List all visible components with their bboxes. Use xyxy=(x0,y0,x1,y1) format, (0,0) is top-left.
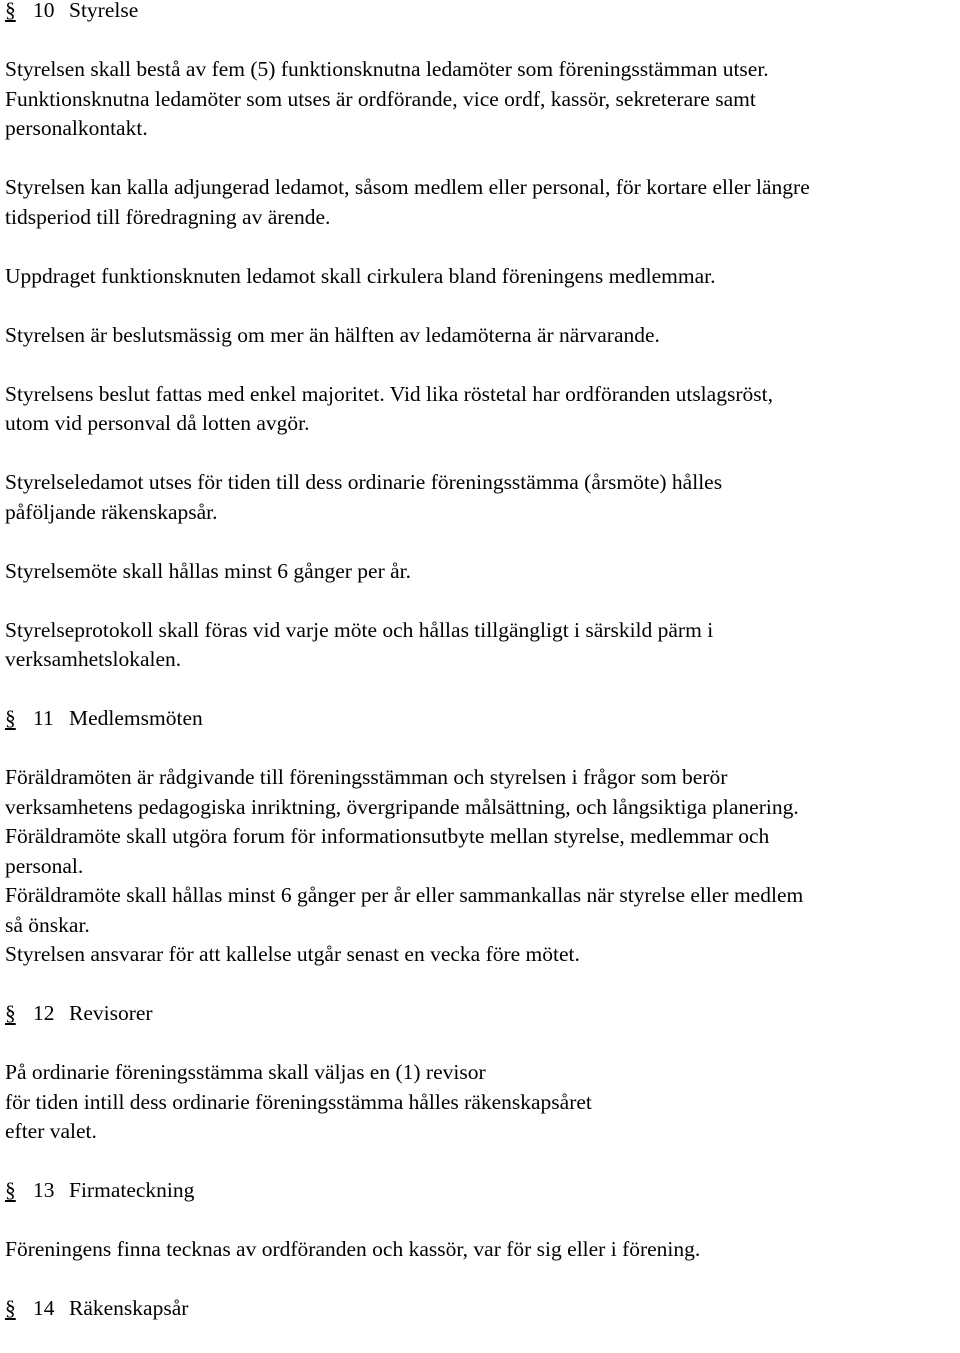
paragraph xyxy=(5,1235,955,1265)
text-line: Funktionsknutna ledamöter som utses är ordförande, vice ordf, kassör, sekreterare samt xyxy=(5,86,756,111)
section-number: 10 xyxy=(33,0,55,22)
paragraph xyxy=(5,1058,955,1147)
section-number: 12 xyxy=(33,1001,55,1025)
section-heading xyxy=(5,704,955,734)
text-line: Föreningens finna tecknas av ordföranden och kassör, var för sig eller i förening. xyxy=(5,1237,701,1261)
section-symbol: § xyxy=(5,1001,16,1025)
section-title: Revisorer xyxy=(69,1001,153,1025)
paragraph xyxy=(5,173,955,232)
text-line: Föräldramöte skall utgöra forum för informationsutbyte mellan styrelse, medlemmar och xyxy=(5,824,770,848)
text-line: verksamhetslokalen. xyxy=(5,647,182,671)
paragraph xyxy=(5,616,955,675)
section-heading xyxy=(5,0,955,26)
section-title: Räkenskapsår xyxy=(69,1296,189,1320)
section-symbol: § xyxy=(5,1178,16,1202)
text-line: så önskar. xyxy=(5,912,90,937)
text-line: påföljande räkenskapsår. xyxy=(5,499,218,524)
text-line: personal. xyxy=(5,853,84,878)
text-line: På ordinarie föreningsstämma skall väljas en (1) revisor xyxy=(5,1060,486,1084)
text-line: Styrelsens beslut fattas med enkel majoritet. Vid lika röstetal har ordföranden utslagsröst, xyxy=(5,381,773,406)
section-heading xyxy=(5,999,955,1029)
text-line: tidsperiod till föredragning av ärende. xyxy=(5,204,331,229)
text-line: Styrelsen är beslutsmässig om mer än hälften av ledamöterna är närvarande. xyxy=(5,322,660,347)
paragraph xyxy=(5,55,955,144)
paragraph xyxy=(5,468,955,527)
document-page xyxy=(5,0,955,1353)
paragraph xyxy=(5,321,955,351)
paragraph xyxy=(5,262,955,292)
section-symbol: § xyxy=(5,0,16,22)
text-line: Styrelseprotokoll skall föras vid varje möte och hållas tillgängligt i särskild pärm i xyxy=(5,617,714,642)
section-heading xyxy=(5,1176,955,1206)
section-title: Medlemsmöten xyxy=(69,706,203,730)
section-number: 13 xyxy=(33,1178,55,1202)
section-number: 14 xyxy=(33,1296,55,1320)
text-line: Styrelsen ansvarar för att kallelse utgår senast en vecka före mötet. xyxy=(5,942,580,966)
section-title: Firmateckning xyxy=(69,1178,195,1202)
text-line: Föräldramöte skall hållas minst 6 gånger per år eller sammankallas när styrelse eller medlem xyxy=(5,883,804,907)
text-line: Styrelsen skall bestå av fem (5) funktionsknutna ledamöter som föreningsstämman utser. xyxy=(5,57,769,81)
section-symbol: § xyxy=(5,1296,16,1320)
paragraph xyxy=(5,763,955,970)
paragraph xyxy=(5,380,955,439)
section-symbol: § xyxy=(5,706,16,730)
text-line: efter valet. xyxy=(5,1119,97,1143)
text-line: personalkontakt. xyxy=(5,116,148,140)
section-title: Styrelse xyxy=(69,0,139,22)
paragraph xyxy=(5,557,955,587)
text-line: för tiden intill dess ordinarie föreningsstämma hålles räkenskapsåret xyxy=(5,1089,592,1114)
section-number: 11 xyxy=(33,706,54,730)
text-line: utom vid personval då lotten avgör. xyxy=(5,411,310,435)
text-line: verksamhetens pedagogiska inriktning, övergripande målsättning, och långsiktiga planering. xyxy=(5,794,799,819)
text-line: Styrelsen kan kalla adjungerad ledamot, såsom medlem eller personal, för kortare eller längre xyxy=(5,175,810,199)
text-line: Styrelsemöte skall hållas minst 6 gånger per år. xyxy=(5,558,412,583)
text-line: Styrelseledamot utses för tiden till dess ordinarie föreningsstämma (årsmöte) hålles xyxy=(5,470,723,494)
section-heading xyxy=(5,1294,955,1324)
text-line: Föräldramöten är rådgivande till föreningsstämman och styrelsen i frågor som berör xyxy=(5,765,728,789)
text-line: Uppdraget funktionsknuten ledamot skall cirkulera bland föreningens medlemmar. xyxy=(5,263,716,288)
